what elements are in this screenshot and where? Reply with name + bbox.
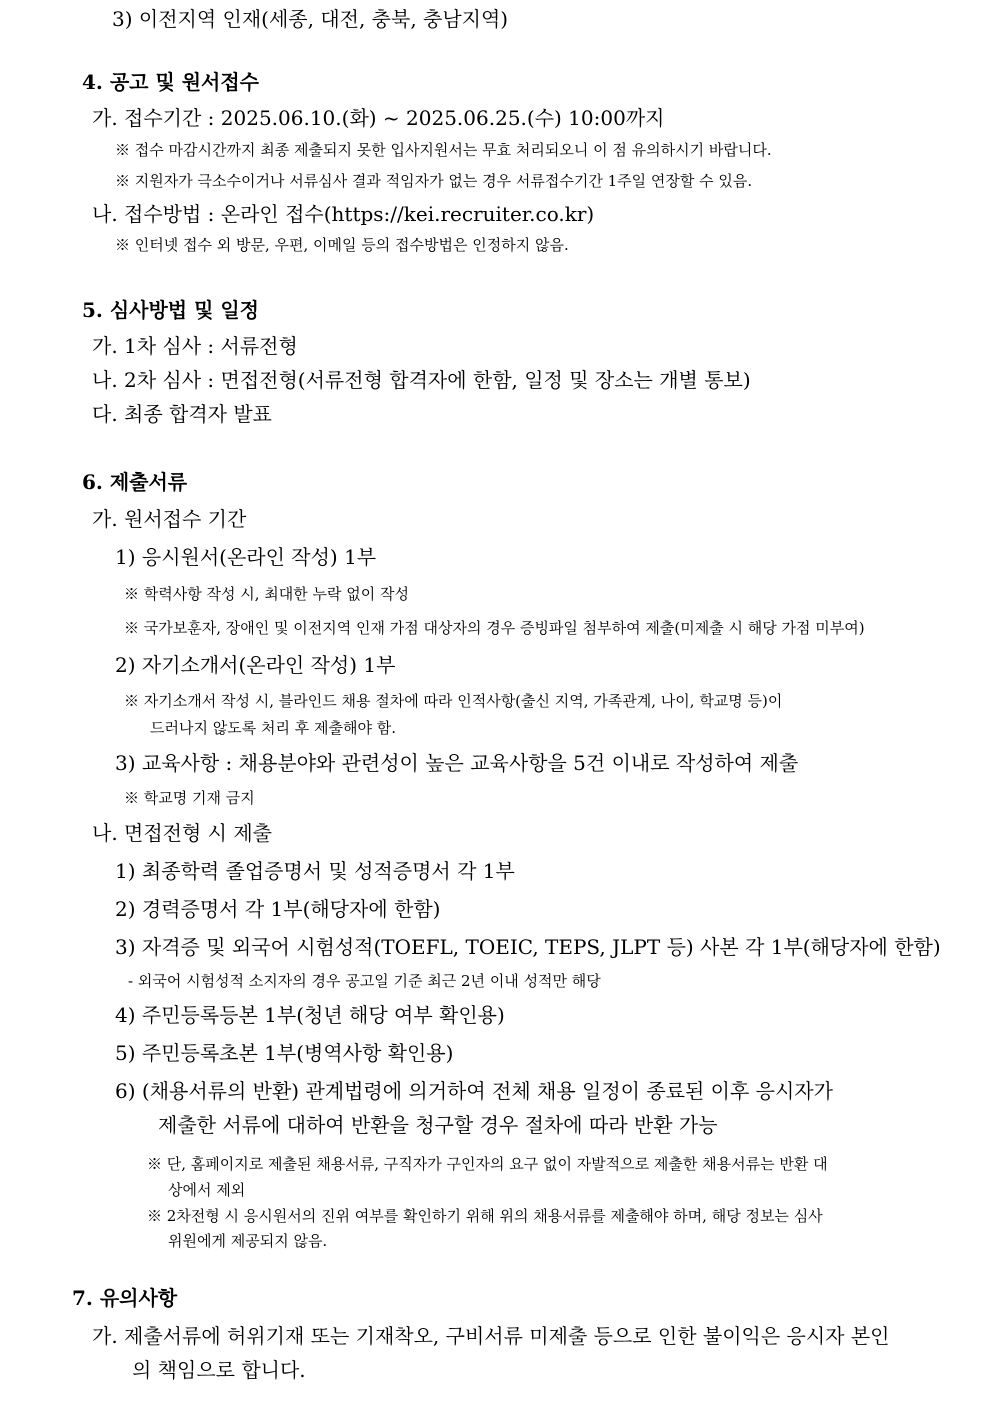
- application-period: 가. 접수기간 : 2025.06.10.(화) ~ 2025.06.25.(수) 10:00까지: [92, 106, 665, 130]
- note-education-history: ※ 학력사항 작성 시, 최대한 누락 없이 작성: [124, 585, 409, 603]
- doc-career-cert: 2) 경력증명서 각 1부(해당자에 한함): [115, 897, 441, 921]
- region-talent-item: 3) 이전지역 인재(세종, 대전, 충북, 충남지역): [112, 7, 509, 31]
- doc-resident-register: 4) 주민등록등본 1부(청년 해당 여부 확인용): [115, 1003, 505, 1027]
- note-verification: ※ 2차전형 시 응시원서의 진위 여부를 확인하기 위해 위의 채용서류를 제출해야 하며, 해당 정보는 심사: [147, 1207, 823, 1225]
- screening-stage-2: 나. 2차 심사 : 면접전형(서류전형 합격자에 한함, 일정 및 장소는 개별 통보): [92, 368, 751, 392]
- screening-stage-1: 가. 1차 심사 : 서류전형: [92, 334, 298, 358]
- caution-false-statement-cont: 의 책임으로 합니다.: [132, 1358, 306, 1382]
- doc-certificates: 3) 자격증 및 외국어 시험성적(TOEFL, TOEIC, TEPS, JLPT 등) 사본 각 1부(해당자에 한함): [115, 935, 941, 959]
- note-deadline: ※ 접수 마감시간까지 최종 제출되지 못한 입사지원서는 무효 처리되오니 이 점 유의하시기 바랍니다.: [115, 141, 772, 159]
- note-extension: ※ 지원자가 극소수이거나 서류심사 결과 적임자가 없는 경우 서류접수기간 1주일 연장할 수 있음.: [115, 172, 753, 190]
- section-7-heading: 7. 유의사항: [72, 1286, 178, 1310]
- caution-false-statement: 가. 제출서류에 허위기재 또는 기재착오, 구비서류 미제출 등으로 인한 불이익은 응시자 본인: [92, 1324, 890, 1348]
- doc-resident-abstract: 5) 주민등록초본 1부(병역사항 확인용): [115, 1041, 454, 1065]
- doc-application-form: 1) 응시원서(온라인 작성) 1부: [115, 545, 377, 569]
- note-blind-hiring-cont: 드러나지 않도록 처리 후 제출해야 함.: [150, 719, 396, 737]
- doc-self-introduction: 2) 자기소개서(온라인 작성) 1부: [115, 653, 396, 677]
- subsection-interview: 나. 면접전형 시 제출: [92, 821, 272, 845]
- section-5-heading: 5. 심사방법 및 일정: [82, 298, 260, 322]
- final-announcement: 다. 최종 합격자 발표: [92, 402, 272, 426]
- note-no-school-name: ※ 학교명 기재 금지: [124, 789, 255, 807]
- doc-graduation-cert: 1) 최종학력 졸업증명서 및 성적증명서 각 1부: [115, 859, 515, 883]
- application-method: 나. 접수방법 : 온라인 접수(https://kei.recruiter.co.kr): [92, 202, 595, 226]
- section-6-heading: 6. 제출서류: [82, 470, 188, 494]
- note-blind-hiring: ※ 자기소개서 작성 시, 블라인드 채용 절차에 따라 인적사항(출신 지역, 가족관계, 나이, 학교명 등)이: [124, 692, 783, 710]
- note-bonus-points: ※ 국가보훈자, 장애인 및 이전지역 인재 가점 대상자의 경우 증빙파일 첨부하여 제출(미제출 시 해당 가점 미부여): [124, 619, 865, 637]
- section-4-heading: 4. 공고 및 원서접수: [82, 70, 260, 94]
- doc-return-policy-cont: 제출한 서류에 대하여 반환을 청구할 경우 절차에 따라 반환 가능: [158, 1113, 718, 1137]
- note-verification-cont: 위원에게 제공되지 않음.: [168, 1232, 328, 1250]
- note-return-exception-cont: 상에서 제외: [168, 1181, 246, 1199]
- note-return-exception: ※ 단, 홈페이지로 제출된 채용서류, 구직자가 구인자의 요구 없이 자발적으로 제출한 채용서류는 반환 대: [147, 1155, 828, 1173]
- subsection-application: 가. 원서접수 기간: [92, 507, 247, 531]
- doc-education-record: 3) 교육사항 : 채용분야와 관련성이 높은 교육사항을 5건 이내로 작성하여 제출: [115, 751, 799, 775]
- note-online-only: ※ 인터넷 접수 외 방문, 우편, 이메일 등의 접수방법은 인정하지 않음.: [115, 236, 569, 254]
- note-language-score: - 외국어 시험성적 소지자의 경우 공고일 기준 최근 2년 이내 성적만 해당: [128, 972, 601, 990]
- doc-return-policy: 6) (채용서류의 반환) 관계법령에 의거하여 전체 채용 일정이 종료된 이후 응시자가: [115, 1079, 833, 1103]
